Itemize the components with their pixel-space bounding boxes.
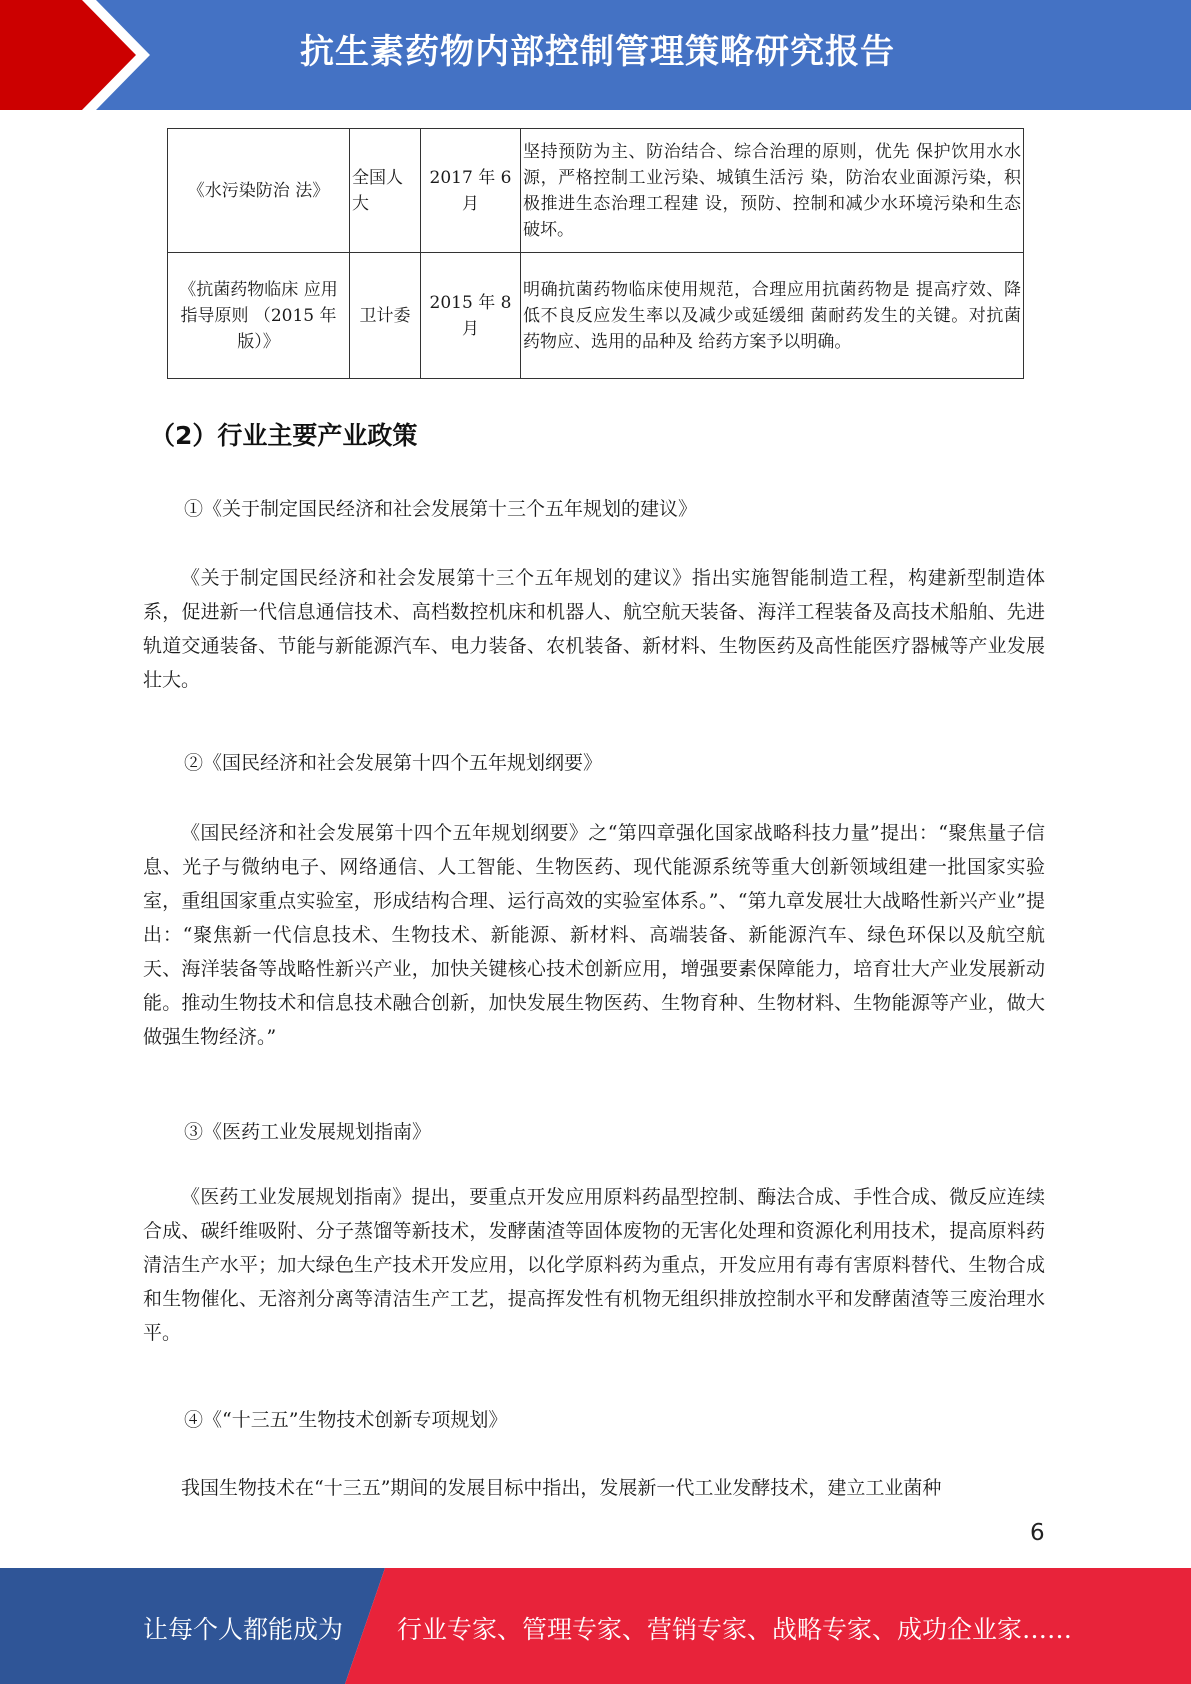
policy-title: ③《医药工业发展规划指南》 (184, 1121, 432, 1143)
policy-title: ④《“十三五”生物技术创新专项规划》 (184, 1409, 508, 1431)
policy-body: 《关于制定国民经济和社会发展第十三个五年规划的建议》指出实施智能制造工程，构建新型制造体系，促进新一代信息通信技术、高档数控机床和机器人、航空航天装备、海洋工程装备及高技术船舶、先进轨道交通装备、节能与新能源汽车、电力装备、农机装备、新材料、生物医药及高性能医疗器械等产业发展壮大。 (143, 567, 1045, 691)
policy-body: 我国生物技术在“十三五”期间的发展目标中指出，发展新一代工业发酵技术，建立工业菌种 (181, 1477, 942, 1499)
section-heading: （2）行业主要产业政策 (150, 421, 418, 450)
report-title: 抗生素药物内部控制管理策略研究报告 (300, 32, 895, 72)
date-cell: 2017 年 6 月 (421, 129, 521, 253)
content-cell: 明确抗菌药物临床使用规范，合理应用抗菌药物是 提高疗效、降低不良反应发生率以及减少或延缓细 菌耐药发生的关键。对抗菌药物应、选用的品种及 给药方案予以明确。 (521, 253, 1024, 379)
table-row (168, 129, 1024, 253)
date-cell: 2015 年 8 月 (421, 253, 521, 379)
regulations-table (167, 128, 1024, 379)
page-footer (0, 1568, 1191, 1684)
policy-title: ①《关于制定国民经济和社会发展第十三个五年规划的建议》 (184, 498, 698, 520)
page-header (0, 0, 1191, 110)
policy-body: 《国民经济和社会发展第十四个五年规划纲要》之“第四章强化国家战略科技力量”提出：“聚焦量子信息、光子与微纳电子、网络通信、人工智能、生物医药、现代能源系统等重大创新领域组建一批国家实验室，重组国家重点实验室，形成结构合理、运行高效的实验室体系。”、“第九章发展壮大战略性新兴产业”提出：“聚焦新一代信息技术、生物技术、新能源、新材料、高端装备、新能源汽车、绿色环保以及航空航天、海洋装备等战略性新兴产业，加快关键核心技术创新应用，增强要素保障能力，培育壮大产业发展新动能。推动生物技术和信息技术融合创新，加快发展生物医药、生物育种、生物材料、生物能源等产业，做大做强生物经济。” (143, 822, 1045, 1048)
footer-slogan-right: 行业专家、管理专家、营销专家、战略专家、成功企业家…… (397, 1615, 1073, 1644)
issuer-cell: 卫计委 (350, 253, 421, 379)
content-cell: 坚持预防为主、防治结合、综合治理的原则，优先 保护饮用水水源，严格控制工业污染、城镇生活污 染，防治农业面源污染，积极推进生态治理工程建 设，预防、控制和减少水环境污染和生态破坏。 (521, 129, 1024, 253)
policy-body: 《医药工业发展规划指南》提出，要重点开发应用原料药晶型控制、酶法合成、手性合成、微反应连续合成、碳纤维吸附、分子蒸馏等新技术，发酵菌渣等固体废物的无害化处理和资源化利用技术，提高原料药清洁生产水平；加大绿色生产技术开发应用，以化学原料药为重点，开发应用有毒有害原料替代、生物合成和生物催化、无溶剂分离等清洁生产工艺，提高挥发性有机物无组织排放控制水平和发酵菌渣等三废治理水平。 (143, 1186, 1045, 1344)
law-name-cell: 《抗菌药物临床 应用指导原则 （2015 年版）》 (168, 253, 350, 379)
policy-title: ②《国民经济和社会发展第十四个五年规划纲要》 (184, 752, 603, 774)
issuer-cell: 全国人大 (350, 129, 421, 253)
page-number: 6 (1030, 1520, 1045, 1546)
table-row (168, 253, 1024, 379)
law-name-cell: 《水污染防治 法》 (168, 129, 350, 253)
footer-slogan-left: 让每个人都能成为 (143, 1615, 344, 1644)
